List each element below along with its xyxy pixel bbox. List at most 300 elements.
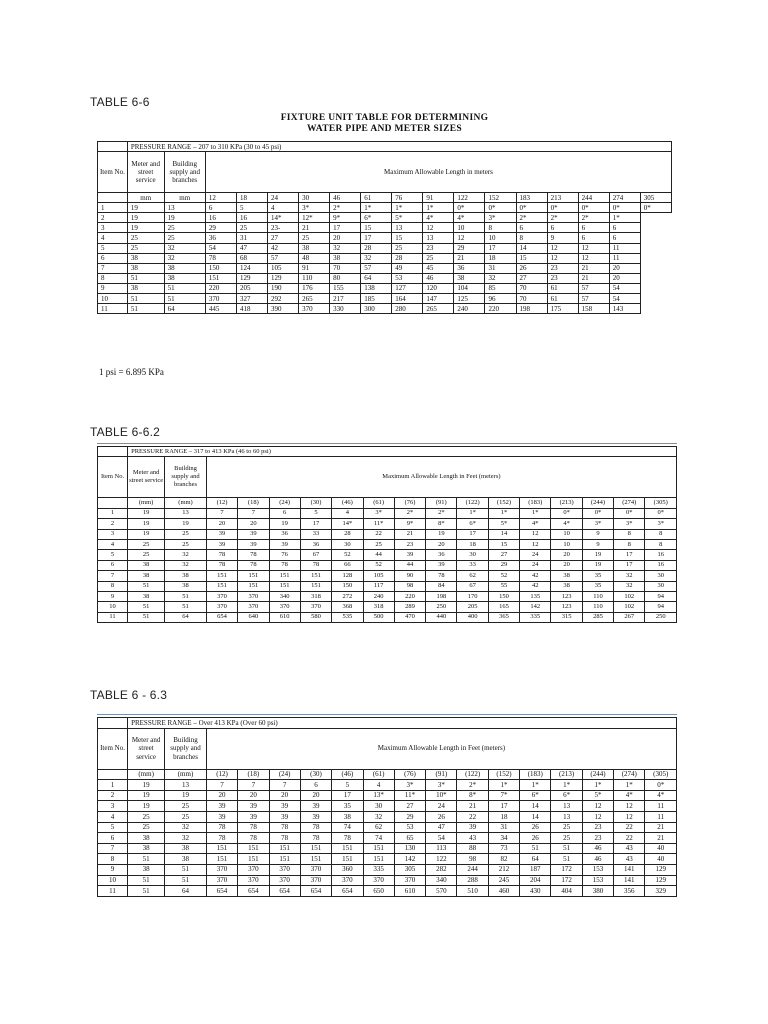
length-value: 30 — [645, 571, 677, 581]
length-value: 12 — [582, 801, 613, 812]
building-size: 25 — [164, 223, 205, 233]
table-row — [98, 233, 672, 243]
length-value: 4* — [551, 519, 582, 529]
length-value: 78 — [206, 822, 237, 833]
length-header: 305 — [640, 193, 671, 203]
length-value: 78 — [206, 560, 237, 570]
length-header: (213) — [551, 769, 582, 780]
length-header: (183) — [520, 498, 551, 508]
table-row — [98, 283, 672, 293]
length-value: 28 — [332, 529, 363, 539]
length-value: 62 — [457, 571, 488, 581]
length-value: 28 — [392, 253, 423, 263]
fixture-unit-table-3 — [97, 717, 677, 897]
meter-size: 38 — [127, 263, 164, 273]
item-number: 4 — [98, 233, 128, 243]
length-value: 8 — [614, 529, 645, 539]
length-value: 1* — [614, 780, 645, 791]
length-value: 35 — [332, 801, 363, 812]
length-value: 151 — [300, 571, 331, 581]
table-row — [98, 508, 677, 518]
length-value: 158 — [578, 304, 609, 314]
length-value: 39 — [206, 529, 237, 539]
length-value: 151 — [269, 854, 300, 865]
length-value: 370 — [269, 864, 300, 875]
length-value: 340 — [426, 875, 457, 886]
building-supply-header: Building supply and branches — [165, 457, 207, 498]
length-value: 0* — [645, 780, 677, 791]
table-title — [97, 113, 672, 135]
length-value: 13* — [363, 790, 394, 801]
length-value: 151 — [205, 273, 236, 283]
length-value: 110 — [582, 602, 613, 612]
table-row — [98, 571, 677, 581]
length-value: 185 — [361, 294, 392, 304]
length-value: 30 — [645, 581, 677, 591]
length-value: 6* — [520, 790, 551, 801]
length-value: 19 — [582, 560, 613, 570]
length-value: 39 — [238, 529, 269, 539]
length-value: 151 — [363, 854, 394, 865]
length-value: 2* — [578, 213, 609, 223]
length-value: 54 — [426, 833, 457, 844]
length-value: 30 — [332, 539, 363, 549]
length-header: (24) — [269, 498, 300, 508]
building-size: 51 — [165, 864, 207, 875]
length-value: 11 — [645, 811, 677, 822]
length-header: 183 — [516, 193, 547, 203]
length-value: 370 — [300, 864, 331, 875]
building-size: 38 — [164, 273, 205, 283]
max-length-header: Maximum Allowable Length in Feet (meters) — [206, 728, 676, 769]
length-value: 9 — [547, 233, 578, 243]
length-value: 8 — [645, 539, 677, 549]
length-value: 535 — [332, 612, 363, 622]
building-size: 64 — [165, 886, 207, 897]
length-value: 55 — [488, 581, 519, 591]
length-value: 0* — [551, 508, 582, 518]
table-row — [98, 263, 672, 273]
meter-size: 19 — [127, 203, 164, 213]
blank-cell — [98, 769, 128, 780]
length-value: 4* — [520, 519, 551, 529]
length-value: 1* — [361, 203, 392, 213]
length-value: 0* — [609, 203, 640, 213]
length-value: 327 — [236, 294, 267, 304]
length-value: 12 — [423, 223, 454, 233]
length-value: 17 — [488, 801, 519, 812]
table-6-6-caption: TABLE 6-6 — [90, 95, 150, 109]
building-size: 38 — [165, 854, 207, 865]
length-value: 25 — [551, 822, 582, 833]
length-value: 610 — [394, 886, 425, 897]
building-size: 13 — [165, 780, 207, 791]
length-value: 0* — [582, 508, 613, 518]
length-value: 418 — [236, 304, 267, 314]
length-value: 151 — [238, 854, 269, 865]
length-value: 78 — [269, 833, 300, 844]
length-value: 31 — [485, 263, 516, 273]
length-value: 1* — [582, 780, 613, 791]
length-value: 15 — [361, 223, 392, 233]
blank-cell — [98, 447, 128, 457]
length-value: 142 — [394, 854, 425, 865]
length-value: 35 — [582, 581, 613, 591]
length-value: 38 — [330, 253, 361, 263]
length-value: 10 — [454, 223, 485, 233]
length-value: 110 — [582, 591, 613, 601]
length-value: 23- — [268, 223, 299, 233]
length-value: 46 — [582, 843, 613, 854]
meter-size: 51 — [128, 854, 165, 865]
length-value: 8* — [426, 519, 457, 529]
length-value: 460 — [488, 886, 519, 897]
length-value: 78 — [206, 550, 237, 560]
length-header: 61 — [361, 193, 392, 203]
length-value: 25 — [363, 539, 394, 549]
table-row — [98, 304, 672, 314]
length-value: 370 — [300, 602, 331, 612]
length-value: 15 — [392, 233, 423, 243]
length-value: 151 — [206, 854, 237, 865]
length-value: 26 — [520, 833, 551, 844]
length-value: 204 — [520, 875, 551, 886]
length-value: 430 — [520, 886, 551, 897]
length-value: 21 — [457, 801, 488, 812]
length-value: 3* — [426, 780, 457, 791]
length-value: 32 — [614, 581, 645, 591]
length-value: 31 — [236, 233, 267, 243]
table-row — [98, 886, 677, 897]
conversion-note: 1 psi = 6.895 KPa — [99, 367, 164, 377]
length-header: (183) — [520, 769, 551, 780]
length-value: 25 — [551, 833, 582, 844]
length-value: 27 — [516, 273, 547, 283]
length-value: 220 — [394, 591, 425, 601]
length-value: 6* — [551, 790, 582, 801]
building-size: 13 — [164, 203, 205, 213]
length-value: 151 — [332, 854, 363, 865]
length-header: 274 — [609, 193, 640, 203]
meter-size: 19 — [128, 780, 165, 791]
length-value: 217 — [330, 294, 361, 304]
length-value: 654 — [206, 886, 237, 897]
length-value: 85 — [485, 283, 516, 293]
length-value: 40 — [645, 854, 677, 865]
item-number: 1 — [98, 780, 128, 791]
length-header: (24) — [269, 769, 300, 780]
length-value: 3* — [645, 519, 677, 529]
length-header: (91) — [426, 498, 457, 508]
length-value: 370 — [299, 304, 330, 314]
length-value: 73 — [488, 843, 519, 854]
length-value: 14 — [516, 243, 547, 253]
length-value: 27 — [488, 550, 519, 560]
length-value: 53 — [392, 273, 423, 283]
length-value: 17 — [457, 529, 488, 539]
length-value: 17 — [614, 550, 645, 560]
length-value: 23 — [582, 822, 613, 833]
building-size: 25 — [165, 529, 207, 539]
length-value: 1* — [609, 213, 640, 223]
length-value: 12* — [299, 213, 330, 223]
length-value: 12 — [520, 539, 551, 549]
item-number: 7 — [98, 263, 128, 273]
building-size: 51 — [164, 283, 205, 293]
meter-size: 51 — [128, 581, 165, 591]
item-number: 8 — [98, 273, 128, 283]
length-header: (152) — [488, 498, 519, 508]
length-value: 29 — [454, 243, 485, 253]
length-header: (152) — [488, 769, 519, 780]
length-value: 0* — [516, 203, 547, 213]
length-value: 265 — [299, 294, 330, 304]
meter-unit: (mm) — [128, 769, 165, 780]
length-header: (274) — [614, 498, 645, 508]
length-value: 54 — [609, 294, 640, 304]
length-value: 102 — [614, 591, 645, 601]
length-value: 650 — [363, 886, 394, 897]
length-value: 7* — [488, 790, 519, 801]
length-value: 20 — [269, 790, 300, 801]
building-size: 25 — [164, 233, 205, 243]
blank-cell — [98, 498, 128, 508]
length-value: 356 — [614, 886, 645, 897]
length-value: 120 — [423, 283, 454, 293]
length-value: 150 — [332, 581, 363, 591]
table-row — [98, 833, 677, 844]
length-value: 19 — [269, 519, 300, 529]
item-number: 6 — [98, 560, 128, 570]
length-value: 3* — [485, 213, 516, 223]
meter-size: 25 — [128, 822, 165, 833]
length-value: 5* — [582, 790, 613, 801]
length-value: 78 — [205, 253, 236, 263]
meter-size: 51 — [128, 886, 165, 897]
length-value: 96 — [485, 294, 516, 304]
length-value: 288 — [457, 875, 488, 886]
item-number: 11 — [98, 612, 128, 622]
length-value: 39 — [206, 539, 237, 549]
length-value: 68 — [236, 253, 267, 263]
length-value: 20 — [238, 790, 269, 801]
length-value: 29 — [394, 811, 425, 822]
meter-size: 19 — [128, 508, 165, 518]
item-number: 1 — [98, 203, 128, 213]
length-value: 51 — [551, 854, 582, 865]
pressure-range: PRESSURE RANGE – Over 413 KPa (Over 60 psi) — [128, 718, 677, 729]
length-value: 10* — [426, 790, 457, 801]
length-value: 14 — [488, 529, 519, 539]
length-value: 175 — [547, 304, 578, 314]
meter-size: 51 — [127, 294, 164, 304]
length-value: 198 — [426, 591, 457, 601]
length-value: 52 — [488, 571, 519, 581]
length-value: 500 — [363, 612, 394, 622]
length-value: 20 — [609, 273, 640, 283]
meter-unit: mm — [127, 193, 164, 203]
length-value: 172 — [551, 875, 582, 886]
building-size: 38 — [165, 571, 207, 581]
length-value: 0* — [614, 508, 645, 518]
title-line-1: FIXTURE UNIT TABLE FOR DETERMINING — [280, 113, 489, 123]
length-header: (12) — [206, 769, 237, 780]
length-value: 7 — [206, 508, 237, 518]
length-value: 12 — [578, 253, 609, 263]
length-value: 44 — [394, 560, 425, 570]
length-value: 370 — [300, 875, 331, 886]
item-number: 6 — [98, 833, 128, 844]
length-value: 151 — [300, 581, 331, 591]
length-value: 20 — [206, 790, 237, 801]
length-value: 123 — [551, 591, 582, 601]
length-value: 31 — [488, 822, 519, 833]
length-value: 6* — [361, 213, 392, 223]
length-value: 220 — [485, 304, 516, 314]
length-value: 292 — [268, 294, 299, 304]
building-size: 25 — [165, 801, 207, 812]
length-value: 7 — [238, 780, 269, 791]
building-size: 51 — [164, 294, 205, 304]
building-size: 32 — [165, 550, 207, 560]
building-size: 25 — [165, 539, 207, 549]
length-value: 190 — [268, 283, 299, 293]
length-value: 129 — [236, 273, 267, 283]
length-value: 78 — [238, 822, 269, 833]
item-number: 3 — [98, 801, 128, 812]
length-value: 25 — [236, 223, 267, 233]
building-supply-header: Building supply and branches — [165, 728, 207, 769]
length-value: 38 — [551, 581, 582, 591]
length-value: 220 — [205, 283, 236, 293]
length-value: 13 — [423, 233, 454, 243]
item-number: 9 — [98, 591, 128, 601]
length-value: 57 — [361, 263, 392, 273]
length-value: 38 — [551, 571, 582, 581]
table-row — [98, 790, 677, 801]
length-value: 315 — [551, 612, 582, 622]
blank-cell — [98, 142, 128, 152]
length-value: 3* — [582, 519, 613, 529]
length-value: 0* — [640, 203, 671, 213]
length-value: 12 — [614, 811, 645, 822]
length-value: 370 — [205, 294, 236, 304]
length-value: 610 — [269, 612, 300, 622]
length-value: 6 — [578, 223, 609, 233]
building-size: 32 — [164, 253, 205, 263]
meter-size: 19 — [128, 790, 165, 801]
length-value: 9* — [330, 213, 361, 223]
length-value: 250 — [426, 602, 457, 612]
length-value: 25 — [299, 233, 330, 243]
item-number: 9 — [98, 283, 128, 293]
length-header: (122) — [457, 498, 488, 508]
length-header: 244 — [578, 193, 609, 203]
length-value: 43 — [614, 843, 645, 854]
length-header: (61) — [363, 769, 394, 780]
blank-cell — [98, 718, 128, 729]
length-value: 61 — [547, 294, 578, 304]
length-value: 340 — [269, 591, 300, 601]
building-size: 64 — [164, 304, 205, 314]
length-value: 570 — [426, 886, 457, 897]
header-row — [98, 457, 677, 498]
meter-size: 51 — [128, 875, 165, 886]
building-size: 51 — [165, 602, 207, 612]
length-value: 78 — [300, 560, 331, 570]
item-number: 4 — [98, 811, 128, 822]
length-value: 370 — [238, 602, 269, 612]
length-value: 335 — [520, 612, 551, 622]
length-value: 370 — [238, 591, 269, 601]
item-number: 5 — [98, 243, 128, 253]
length-value: 23 — [582, 833, 613, 844]
length-value: 12 — [547, 253, 578, 263]
length-value: 65 — [394, 833, 425, 844]
length-value: 370 — [206, 591, 237, 601]
building-size: 32 — [165, 822, 207, 833]
table-row — [98, 843, 677, 854]
length-value: 6 — [269, 508, 300, 518]
length-value: 8* — [457, 790, 488, 801]
meter-size: 38 — [128, 833, 165, 844]
length-value: 70 — [330, 263, 361, 273]
table-row — [98, 203, 672, 213]
length-value: 12 — [578, 243, 609, 253]
length-value: 370 — [394, 875, 425, 886]
length-value: 10 — [551, 529, 582, 539]
length-header: (76) — [394, 769, 425, 780]
length-value: 14 — [520, 811, 551, 822]
length-value: 24 — [520, 550, 551, 560]
length-value: 25 — [392, 243, 423, 253]
length-value: 32 — [330, 243, 361, 253]
length-value: 370 — [238, 864, 269, 875]
length-value: 39 — [238, 801, 269, 812]
length-value: 128 — [332, 571, 363, 581]
length-value: 654 — [269, 886, 300, 897]
meter-size: 25 — [128, 550, 165, 560]
length-value: 23 — [394, 539, 425, 549]
length-value: 64 — [520, 854, 551, 865]
length-value: 13 — [551, 811, 582, 822]
table-row — [98, 550, 677, 560]
length-value: 23 — [423, 243, 454, 253]
length-value: 10 — [551, 539, 582, 549]
length-value: 82 — [488, 854, 519, 865]
length-value: 654 — [332, 886, 363, 897]
pressure-range: PRESSURE RANGE – 317 to 413 KPa (46 to 60 psi) — [128, 447, 677, 457]
building-supply-header: Building supply and branches — [164, 152, 205, 193]
building-size: 51 — [165, 875, 207, 886]
table-row — [98, 780, 677, 791]
length-value: 4 — [332, 508, 363, 518]
length-value: 22 — [614, 833, 645, 844]
length-value: 94 — [645, 602, 677, 612]
length-value: 11 — [609, 243, 640, 253]
length-value: 62 — [363, 822, 394, 833]
length-value: 3* — [363, 508, 394, 518]
length-value: 7 — [238, 508, 269, 518]
length-value: 5 — [332, 780, 363, 791]
length-value: 66 — [332, 560, 363, 570]
length-value: 135 — [520, 591, 551, 601]
length-header: (30) — [300, 769, 331, 780]
table-row — [98, 811, 677, 822]
table-row — [98, 591, 677, 601]
length-value: 21 — [645, 822, 677, 833]
length-value: 49 — [392, 263, 423, 273]
